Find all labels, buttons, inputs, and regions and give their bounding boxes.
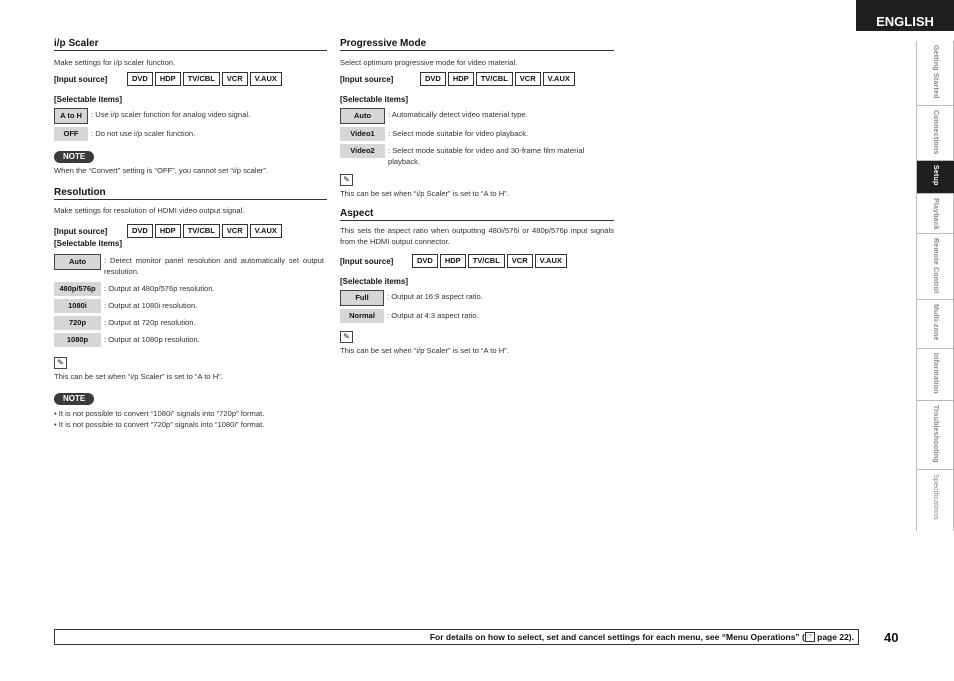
resolution-title: Resolution xyxy=(54,187,327,200)
ip-scaler-title: i/p Scaler xyxy=(54,38,327,51)
list-item: Auto : Automatically detect video material type. xyxy=(340,108,614,124)
list-item: A to H : Use i/p scaler function for analog video signal. xyxy=(54,108,327,124)
progressive-title: Progressive Mode xyxy=(340,38,614,51)
source-vcr: VCR xyxy=(507,254,533,268)
source-vcr: VCR xyxy=(222,224,248,238)
right-column xyxy=(340,38,614,356)
resolution-selectable-label: [Selectable items] xyxy=(54,239,123,248)
list-item: OFF : Do not use i/p scaler function. xyxy=(54,127,327,141)
nav-item-connections[interactable]: Connections xyxy=(917,106,954,161)
source-vaux: V.AUX xyxy=(250,72,282,86)
source-hdp: HDP xyxy=(155,72,181,86)
resolution-memo-text: This can be set when “i/p Scaler” is set to “A to H”. xyxy=(54,372,223,381)
source-dvd: DVD xyxy=(412,254,438,268)
source-tvcbl: TV/CBL xyxy=(183,72,220,86)
source-tvcbl: TV/CBL xyxy=(476,72,513,86)
language-label: ENGLISH xyxy=(876,14,934,29)
source-vcr: VCR xyxy=(515,72,541,86)
list-item: Auto : Detect monitor panel resolution and automatically set output resolution. xyxy=(54,254,327,277)
page-reference-icon: ☞ xyxy=(806,633,814,640)
source-dvd: DVD xyxy=(127,224,153,238)
memo-pencil-icon: ✎ xyxy=(54,357,67,369)
source-hdp: HDP xyxy=(440,254,466,268)
nav-item-information[interactable]: Information xyxy=(917,349,954,401)
nav-item-remote-control[interactable]: Remote Control xyxy=(917,234,954,300)
page-number: 40 xyxy=(884,630,899,645)
memo-pencil-icon: ✎ xyxy=(340,174,353,186)
progressive-memo-text: This can be set when “i/p Scaler” is set to “A to H”. xyxy=(340,189,509,198)
resolution-note-1: • It is not possible to convert “1080i” signals into “720p” format. xyxy=(54,409,265,418)
source-vaux: V.AUX xyxy=(250,224,282,238)
footer-menu-operations: For details on how to select, set and cancel settings for each menu, see “Menu Operations” ( ☞ page 22). xyxy=(54,629,859,645)
list-item: Video2 : Select mode suitable for video and 30-frame film material playback. xyxy=(340,144,614,167)
source-tvcbl: TV/CBL xyxy=(183,224,220,238)
source-dvd: DVD xyxy=(420,72,446,86)
resolution-desc: Make settings for resolution of HDMI video output signal. xyxy=(54,206,245,215)
source-hdp: HDP xyxy=(448,72,474,86)
ip-scaler-selectable-label: [Selectable items] xyxy=(54,95,123,104)
source-hdp: HDP xyxy=(155,224,181,238)
memo-pencil-icon: ✎ xyxy=(340,331,353,343)
list-item: 1080i : Output at 1080i resolution. xyxy=(54,299,327,313)
ip-scaler-desc: Make settings for i/p scaler function. xyxy=(54,58,176,67)
aspect-memo-text: This can be set when “i/p Scaler” is set to “A to H”. xyxy=(340,346,509,355)
list-item: 480p/576p : Output at 480p/576p resolution. xyxy=(54,282,327,296)
progressive-selectable-label: [Selectable items] xyxy=(340,95,409,104)
ip-scaler-note xyxy=(54,146,327,164)
nav-item-setup[interactable]: Setup xyxy=(917,161,954,194)
language-tab xyxy=(856,0,954,31)
list-item: Video1 : Select mode suitable for video playback. xyxy=(340,127,614,141)
list-item: 1080p : Output at 1080p resolution. xyxy=(54,333,327,347)
list-item: Full : Output at 16:9 aspect ratio. xyxy=(340,290,614,306)
source-vcr: VCR xyxy=(222,72,248,86)
nav-item-troubleshooting[interactable]: Troubleshooting xyxy=(917,401,954,470)
note-badge: NOTE xyxy=(54,393,94,405)
source-tvcbl: TV/CBL xyxy=(468,254,505,268)
nav-item-getting-started[interactable]: Getting Started xyxy=(917,41,954,106)
progressive-desc: Select optimum progressive mode for video material. xyxy=(340,58,518,67)
nav-item-playback[interactable]: Playback xyxy=(917,194,954,234)
resolution-input-source: [Input source] DVD HDP TV/CBL VCR V.AUX xyxy=(54,224,327,238)
aspect-desc: This sets the aspect ratio when outputting 480i/576i or 480p/576p input signals from the HDMI output connector. xyxy=(340,226,614,246)
source-vaux: V.AUX xyxy=(535,254,567,268)
aspect-title: Aspect xyxy=(340,208,614,221)
resolution-note-2: • It is not possible to convert “720p” signals into “1080i” format. xyxy=(54,420,265,429)
list-item: Normal : Output at 4:3 aspect ratio. xyxy=(340,309,614,323)
note-badge: NOTE xyxy=(54,151,94,163)
left-column xyxy=(54,38,327,430)
progressive-input-source: [Input source] DVD HDP TV/CBL VCR V.AUX xyxy=(340,72,614,86)
ip-scaler-input-source: [Input source] DVD HDP TV/CBL VCR V.AUX xyxy=(54,72,327,86)
nav-item-specifications[interactable]: Specifications xyxy=(932,474,939,520)
source-dvd: DVD xyxy=(127,72,153,86)
nav-item-multi-zone[interactable]: Multi-zone xyxy=(917,300,954,349)
source-vaux: V.AUX xyxy=(543,72,575,86)
aspect-selectable-label: [Selectable items] xyxy=(340,277,409,286)
ip-scaler-note-text: When the “Convert” setting is “OFF”, you cannot set “i/p scaler”. xyxy=(54,166,268,175)
aspect-input-source: [Input source] DVD HDP TV/CBL VCR V.AUX xyxy=(340,254,614,268)
resolution-note xyxy=(54,388,327,406)
list-item: 720p : Output at 720p resolution. xyxy=(54,316,327,330)
side-nav xyxy=(916,41,954,531)
